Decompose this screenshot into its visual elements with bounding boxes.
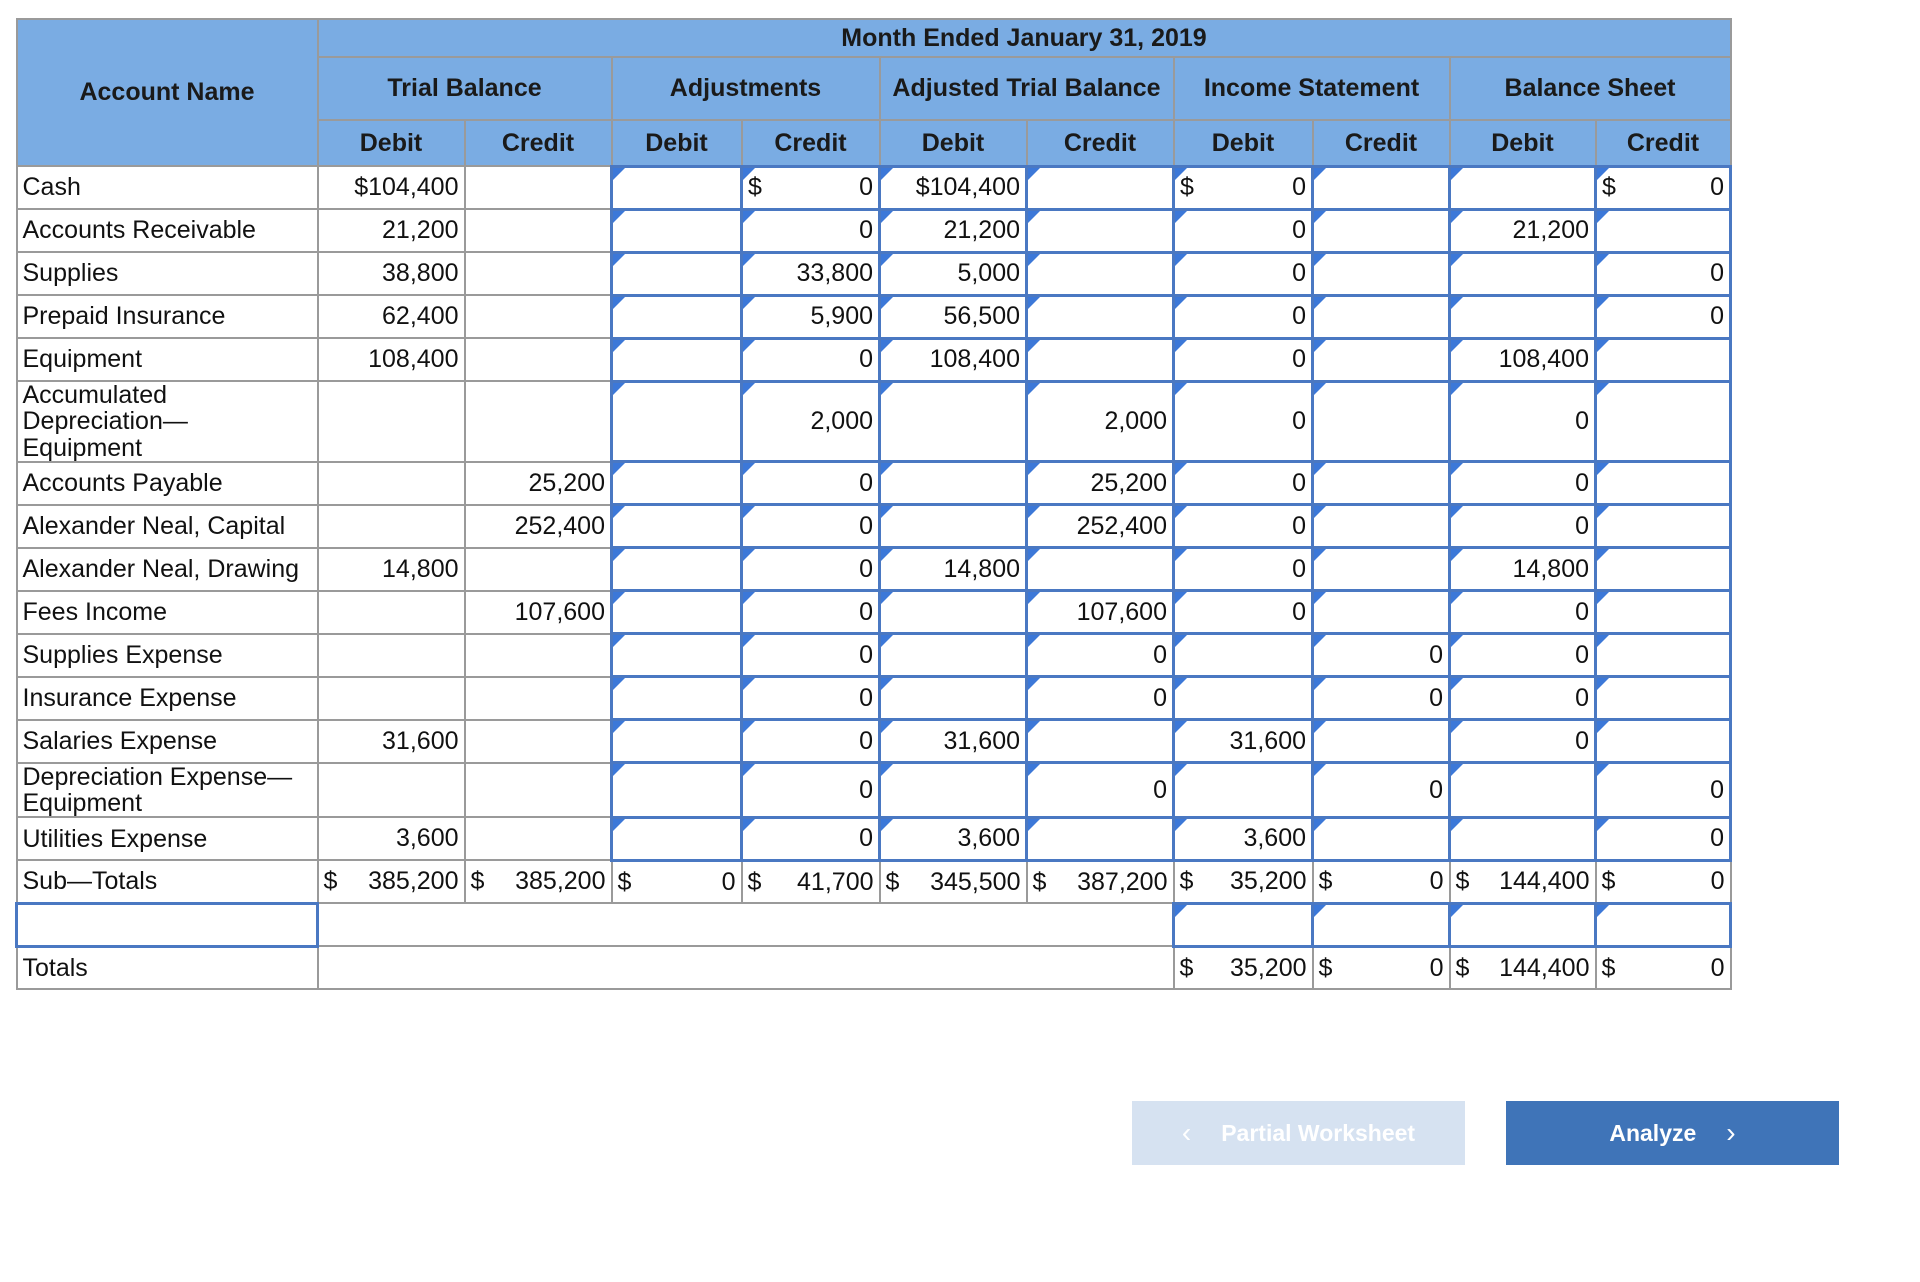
balance-sheet-debit-cell[interactable]: 0 xyxy=(1450,505,1596,548)
adjustments-debit-cell[interactable] xyxy=(612,591,742,634)
account-name: Cash xyxy=(17,166,318,209)
adjustments-debit-cell[interactable] xyxy=(612,505,742,548)
balance-sheet-debit-subtotal: $ 144,400 xyxy=(1450,860,1596,903)
income-statement-header: Income Statement xyxy=(1174,57,1450,120)
account-name: Depreciation Expense— Equipment xyxy=(17,763,318,818)
net-income-input[interactable] xyxy=(1313,903,1450,946)
income-statement-debit-cell[interactable]: 0 xyxy=(1174,295,1313,338)
income-statement-debit-cell[interactable]: 3,600 xyxy=(1174,817,1313,860)
table-row xyxy=(17,166,1731,209)
subtotals-label: Sub—Totals xyxy=(17,860,318,903)
account-name: Prepaid Insurance xyxy=(17,295,318,338)
balance-sheet-credit-subtotal: $ 0 xyxy=(1596,860,1731,903)
subtotals-row xyxy=(17,860,1731,903)
adjustments-credit-cell[interactable]: 5,900 xyxy=(742,295,880,338)
income-statement-credit-cell[interactable] xyxy=(1313,548,1450,591)
adjusted-trial-balance-credit-cell[interactable]: 107,600 xyxy=(1027,591,1174,634)
adjustments-debit-cell[interactable] xyxy=(612,548,742,591)
trial-balance-credit-cell xyxy=(465,763,612,818)
adjustments-credit-cell[interactable]: 0 xyxy=(742,338,880,381)
adjustments-debit-cell[interactable] xyxy=(612,763,742,818)
trial-balance-credit-cell xyxy=(465,720,612,763)
adjusted-trial-balance-header: Adjusted Trial Balance xyxy=(880,57,1174,120)
account-name: Insurance Expense xyxy=(17,677,318,720)
totals-row xyxy=(17,946,1731,989)
adjustments-debit-cell[interactable] xyxy=(612,462,742,505)
net-income-input[interactable] xyxy=(1596,903,1731,946)
balance-sheet-debit-cell[interactable] xyxy=(1450,252,1596,295)
adjusted-trial-balance-debit-cell[interactable] xyxy=(880,462,1027,505)
income-statement-credit-cell[interactable]: 0 xyxy=(1313,634,1450,677)
net-income-row xyxy=(17,903,1731,946)
balance-sheet-debit-total: $ 144,400 xyxy=(1450,946,1596,989)
trial-balance-credit-cell: 252,400 xyxy=(465,505,612,548)
income-statement-debit-cell[interactable]: 0 xyxy=(1174,591,1313,634)
balance-sheet-debit-cell[interactable]: 0 xyxy=(1450,720,1596,763)
income-statement-credit-cell[interactable]: 0 xyxy=(1313,763,1450,818)
adjusted-trial-balance-credit-cell[interactable] xyxy=(1027,295,1174,338)
adjusted-trial-balance-debit-cell[interactable]: 21,200 xyxy=(880,209,1027,252)
totals-label: Totals xyxy=(17,946,318,989)
balance-sheet-credit-cell[interactable]: $ 0 xyxy=(1596,166,1731,209)
account-name: Salaries Expense xyxy=(17,720,318,763)
income-statement-debit-cell[interactable]: $ 0 xyxy=(1174,166,1313,209)
balance-sheet-credit-cell[interactable] xyxy=(1596,462,1731,505)
adjusted-trial-balance-credit-cell[interactable] xyxy=(1027,209,1174,252)
income-statement-credit-header: Credit xyxy=(1313,120,1450,166)
balance-sheet-debit-cell[interactable]: 0 xyxy=(1450,462,1596,505)
balance-sheet-debit-cell[interactable]: 14,800 xyxy=(1450,548,1596,591)
income-statement-credit-cell[interactable] xyxy=(1313,720,1450,763)
adjustments-credit-cell[interactable]: 0 xyxy=(742,817,880,860)
adjusted-trial-balance-debit-cell[interactable] xyxy=(880,591,1027,634)
balance-sheet-credit-cell[interactable] xyxy=(1596,634,1731,677)
trial-balance-debit-cell xyxy=(318,677,465,720)
income-statement-credit-total: $ 0 xyxy=(1313,946,1450,989)
trial-balance-credit-cell: 107,600 xyxy=(465,591,612,634)
adjustments-credit-cell[interactable]: $ 0 xyxy=(742,166,880,209)
table-row xyxy=(17,548,1731,591)
balance-sheet-debit-cell[interactable] xyxy=(1450,166,1596,209)
adjustments-debit-subtotal: $ 0 xyxy=(612,860,742,903)
adjusted-trial-balance-debit-cell[interactable]: 5,000 xyxy=(880,252,1027,295)
balance-sheet-credit-cell[interactable]: 0 xyxy=(1596,295,1731,338)
adjustments-debit-cell[interactable] xyxy=(612,338,742,381)
adjustments-header: Adjustments xyxy=(612,57,880,120)
table-row xyxy=(17,817,1731,860)
adjusted-trial-balance-credit-cell[interactable]: 0 xyxy=(1027,763,1174,818)
balance-sheet-credit-cell[interactable] xyxy=(1596,209,1731,252)
trial-balance-debit-cell xyxy=(318,591,465,634)
income-statement-credit-cell[interactable] xyxy=(1313,252,1450,295)
adjustments-debit-cell[interactable] xyxy=(612,295,742,338)
adjustments-debit-cell[interactable] xyxy=(612,209,742,252)
adjustments-credit-cell[interactable]: 0 xyxy=(742,462,880,505)
account-name: Supplies xyxy=(17,252,318,295)
adjusted-trial-balance-debit-cell[interactable]: 14,800 xyxy=(880,548,1027,591)
trial-balance-debit-cell xyxy=(318,462,465,505)
trial-balance-credit-cell xyxy=(465,817,612,860)
adjustments-credit-cell[interactable]: 0 xyxy=(742,634,880,677)
adjustments-credit-cell[interactable]: 33,800 xyxy=(742,252,880,295)
trial-balance-debit-cell: $104,400 xyxy=(318,166,465,209)
table-row xyxy=(17,209,1731,252)
adjusted-trial-balance-credit-cell[interactable] xyxy=(1027,166,1174,209)
adjusted-trial-balance-credit-cell[interactable] xyxy=(1027,252,1174,295)
account-name: Accounts Receivable xyxy=(17,209,318,252)
trial-balance-credit-cell xyxy=(465,166,612,209)
balance-sheet-credit-header: Credit xyxy=(1596,120,1731,166)
trial-balance-debit-cell: 38,800 xyxy=(318,252,465,295)
income-statement-debit-cell[interactable]: 0 xyxy=(1174,462,1313,505)
adjusted-trial-balance-credit-cell[interactable]: 2,000 xyxy=(1027,381,1174,462)
adjusted-trial-balance-credit-header: Credit xyxy=(1027,120,1174,166)
adjustments-debit-cell[interactable] xyxy=(612,817,742,860)
trial-balance-debit-cell: 14,800 xyxy=(318,548,465,591)
adjusted-trial-balance-credit-cell[interactable] xyxy=(1027,720,1174,763)
income-statement-debit-subtotal: $ 35,200 xyxy=(1174,860,1313,903)
balance-sheet-credit-cell[interactable] xyxy=(1596,338,1731,381)
analyze-button[interactable] xyxy=(1506,1101,1839,1165)
income-statement-debit-cell[interactable] xyxy=(1174,634,1313,677)
adjusted-trial-balance-credit-cell[interactable] xyxy=(1027,817,1174,860)
trial-balance-debit-cell: 21,200 xyxy=(318,209,465,252)
trial-balance-credit-cell xyxy=(465,381,612,462)
income-statement-credit-cell[interactable] xyxy=(1313,166,1450,209)
trial-balance-debit-cell: 31,600 xyxy=(318,720,465,763)
account-name: Fees Income xyxy=(17,591,318,634)
trial-balance-credit-cell: 25,200 xyxy=(465,462,612,505)
balance-sheet-debit-cell[interactable]: 0 xyxy=(1450,634,1596,677)
trial-balance-credit-subtotal: $ 385,200 xyxy=(465,860,612,903)
account-name: Equipment xyxy=(17,338,318,381)
income-statement-credit-cell[interactable] xyxy=(1313,381,1450,462)
income-statement-credit-cell[interactable] xyxy=(1313,209,1450,252)
adjusted-trial-balance-credit-cell[interactable]: 25,200 xyxy=(1027,462,1174,505)
adjustments-credit-cell[interactable]: 2,000 xyxy=(742,381,880,462)
adjusted-trial-balance-credit-cell[interactable]: 252,400 xyxy=(1027,505,1174,548)
adjustments-credit-cell[interactable]: 0 xyxy=(742,209,880,252)
adjustments-debit-cell[interactable] xyxy=(612,252,742,295)
trial-balance-debit-cell xyxy=(318,381,465,462)
trial-balance-credit-cell xyxy=(465,677,612,720)
trial-balance-credit-cell xyxy=(465,634,612,677)
income-statement-credit-cell[interactable] xyxy=(1313,591,1450,634)
adjusted-trial-balance-debit-cell[interactable] xyxy=(880,505,1027,548)
table-row xyxy=(17,634,1731,677)
net-income-label-input[interactable] xyxy=(17,903,318,946)
balance-sheet-credit-cell[interactable] xyxy=(1596,677,1731,720)
trial-balance-credit-cell xyxy=(465,338,612,381)
income-statement-credit-cell[interactable] xyxy=(1313,295,1450,338)
adjusted-trial-balance-debit-cell[interactable] xyxy=(880,634,1027,677)
account-name-header: Account Name xyxy=(17,19,318,166)
balance-sheet-debit-cell[interactable]: 0 xyxy=(1450,677,1596,720)
table-row xyxy=(17,252,1731,295)
income-statement-credit-cell[interactable]: 0 xyxy=(1313,677,1450,720)
adjusted-trial-balance-credit-cell[interactable] xyxy=(1027,548,1174,591)
period-header: Month Ended January 31, 2019 xyxy=(318,19,1731,57)
balance-sheet-credit-cell[interactable]: 0 xyxy=(1596,763,1731,818)
adjusted-trial-balance-debit-header: Debit xyxy=(880,120,1027,166)
adjustments-debit-cell[interactable] xyxy=(612,166,742,209)
trial-balance-debit-cell: 62,400 xyxy=(318,295,465,338)
income-statement-credit-cell[interactable] xyxy=(1313,338,1450,381)
account-name: Alexander Neal, Drawing xyxy=(17,548,318,591)
trial-balance-debit-cell xyxy=(318,505,465,548)
balance-sheet-credit-cell[interactable] xyxy=(1596,720,1731,763)
adjustments-debit-cell[interactable] xyxy=(612,381,742,462)
income-statement-debit-cell[interactable]: 0 xyxy=(1174,381,1313,462)
adjustments-credit-subtotal: $ 41,700 xyxy=(742,860,880,903)
balance-sheet-credit-cell[interactable]: 0 xyxy=(1596,817,1731,860)
adjusted-trial-balance-credit-cell[interactable]: 0 xyxy=(1027,634,1174,677)
adjustments-debit-cell[interactable] xyxy=(612,720,742,763)
table-row xyxy=(17,677,1731,720)
income-statement-debit-cell[interactable]: 0 xyxy=(1174,209,1313,252)
trial-balance-debit-cell xyxy=(318,634,465,677)
balance-sheet-credit-total: $ 0 xyxy=(1596,946,1731,989)
income-statement-debit-cell[interactable]: 0 xyxy=(1174,338,1313,381)
trial-balance-debit-cell: 3,600 xyxy=(318,817,465,860)
balance-sheet-debit-cell[interactable]: 0 xyxy=(1450,591,1596,634)
table-row xyxy=(17,591,1731,634)
income-statement-debit-cell[interactable]: 0 xyxy=(1174,252,1313,295)
trial-balance-credit-cell xyxy=(465,252,612,295)
balance-sheet-debit-header: Debit xyxy=(1450,120,1596,166)
income-statement-debit-cell[interactable]: 31,600 xyxy=(1174,720,1313,763)
chevron-left-icon: ‹ xyxy=(1181,1117,1192,1148)
adjusted-trial-balance-debit-subtotal: $ 345,500 xyxy=(880,860,1027,903)
adjusted-trial-balance-debit-cell[interactable]: 31,600 xyxy=(880,720,1027,763)
adjusted-trial-balance-debit-cell[interactable]: 108,400 xyxy=(880,338,1027,381)
table-row xyxy=(17,338,1731,381)
adjusted-trial-balance-credit-cell[interactable]: 0 xyxy=(1027,677,1174,720)
trial-balance-debit-cell: 108,400 xyxy=(318,338,465,381)
adjusted-trial-balance-debit-cell[interactable]: 56,500 xyxy=(880,295,1027,338)
account-name: Accounts Payable xyxy=(17,462,318,505)
account-name: Alexander Neal, Capital xyxy=(17,505,318,548)
table-row xyxy=(17,763,1731,818)
partial-worksheet-button[interactable] xyxy=(1132,1101,1465,1165)
adjustments-credit-cell[interactable]: 0 xyxy=(742,763,880,818)
adjusted-trial-balance-debit-cell[interactable] xyxy=(880,381,1027,462)
table-row xyxy=(17,505,1731,548)
worksheet-table xyxy=(15,18,1732,990)
empty-cell xyxy=(318,946,1174,989)
adjusted-trial-balance-debit-cell[interactable]: 3,600 xyxy=(880,817,1027,860)
trial-balance-debit-cell xyxy=(318,763,465,818)
chevron-right-icon: › xyxy=(1726,1117,1736,1148)
empty-cell xyxy=(318,903,1174,946)
adjustments-credit-cell[interactable]: 0 xyxy=(742,720,880,763)
trial-balance-credit-cell xyxy=(465,548,612,591)
income-statement-credit-subtotal: $ 0 xyxy=(1313,860,1450,903)
adjusted-trial-balance-debit-cell[interactable]: $104,400 xyxy=(880,166,1027,209)
partial-worksheet-label: Partial Worksheet xyxy=(1221,1119,1416,1146)
adjustments-credit-cell[interactable]: 0 xyxy=(742,591,880,634)
net-income-input[interactable] xyxy=(1174,903,1313,946)
income-statement-debit-total: $ 35,200 xyxy=(1174,946,1313,989)
adjustments-credit-header: Credit xyxy=(742,120,880,166)
balance-sheet-debit-cell[interactable] xyxy=(1450,817,1596,860)
income-statement-debit-cell[interactable] xyxy=(1174,763,1313,818)
table-row xyxy=(17,720,1731,763)
table-row xyxy=(17,381,1731,462)
balance-sheet-credit-cell[interactable] xyxy=(1596,381,1731,462)
account-name: Utilities Expense xyxy=(17,817,318,860)
analyze-label: Analyze xyxy=(1609,1119,1697,1146)
balance-sheet-credit-cell[interactable]: 0 xyxy=(1596,252,1731,295)
table-row xyxy=(17,462,1731,505)
trial-balance-credit-cell xyxy=(465,295,612,338)
adjusted-trial-balance-credit-subtotal: $ 387,200 xyxy=(1027,860,1174,903)
account-name: Accumulated Depreciation— Equipment xyxy=(17,381,318,462)
adjustments-debit-cell[interactable] xyxy=(612,634,742,677)
balance-sheet-debit-cell[interactable] xyxy=(1450,763,1596,818)
trial-balance-credit-header: Credit xyxy=(465,120,612,166)
trial-balance-header: Trial Balance xyxy=(318,57,612,120)
income-statement-credit-cell[interactable] xyxy=(1313,817,1450,860)
income-statement-debit-cell[interactable]: 0 xyxy=(1174,548,1313,591)
adjusted-trial-balance-debit-cell[interactable] xyxy=(880,763,1027,818)
balance-sheet-credit-cell[interactable] xyxy=(1596,591,1731,634)
income-statement-debit-cell[interactable]: 0 xyxy=(1174,505,1313,548)
adjustments-credit-cell[interactable]: 0 xyxy=(742,505,880,548)
trial-balance-credit-cell xyxy=(465,209,612,252)
balance-sheet-credit-cell[interactable] xyxy=(1596,548,1731,591)
trial-balance-debit-header: Debit xyxy=(318,120,465,166)
adjusted-trial-balance-credit-cell[interactable] xyxy=(1027,338,1174,381)
balance-sheet-credit-cell[interactable] xyxy=(1596,505,1731,548)
adjustments-debit-header: Debit xyxy=(612,120,742,166)
balance-sheet-debit-cell[interactable]: 0 xyxy=(1450,381,1596,462)
trial-balance-debit-subtotal: $ 385,200 xyxy=(318,860,465,903)
income-statement-debit-header: Debit xyxy=(1174,120,1313,166)
adjusted-trial-balance-debit-cell[interactable] xyxy=(880,677,1027,720)
income-statement-credit-cell[interactable] xyxy=(1313,462,1450,505)
balance-sheet-debit-cell[interactable] xyxy=(1450,295,1596,338)
account-name: Supplies Expense xyxy=(17,634,318,677)
balance-sheet-header: Balance Sheet xyxy=(1450,57,1731,120)
income-statement-credit-cell[interactable] xyxy=(1313,505,1450,548)
balance-sheet-debit-cell[interactable]: 21,200 xyxy=(1450,209,1596,252)
adjustments-credit-cell[interactable]: 0 xyxy=(742,677,880,720)
income-statement-debit-cell[interactable] xyxy=(1174,677,1313,720)
adjustments-credit-cell[interactable]: 0 xyxy=(742,548,880,591)
adjustments-debit-cell[interactable] xyxy=(612,677,742,720)
net-income-input[interactable] xyxy=(1450,903,1596,946)
balance-sheet-debit-cell[interactable]: 108,400 xyxy=(1450,338,1596,381)
table-row xyxy=(17,295,1731,338)
